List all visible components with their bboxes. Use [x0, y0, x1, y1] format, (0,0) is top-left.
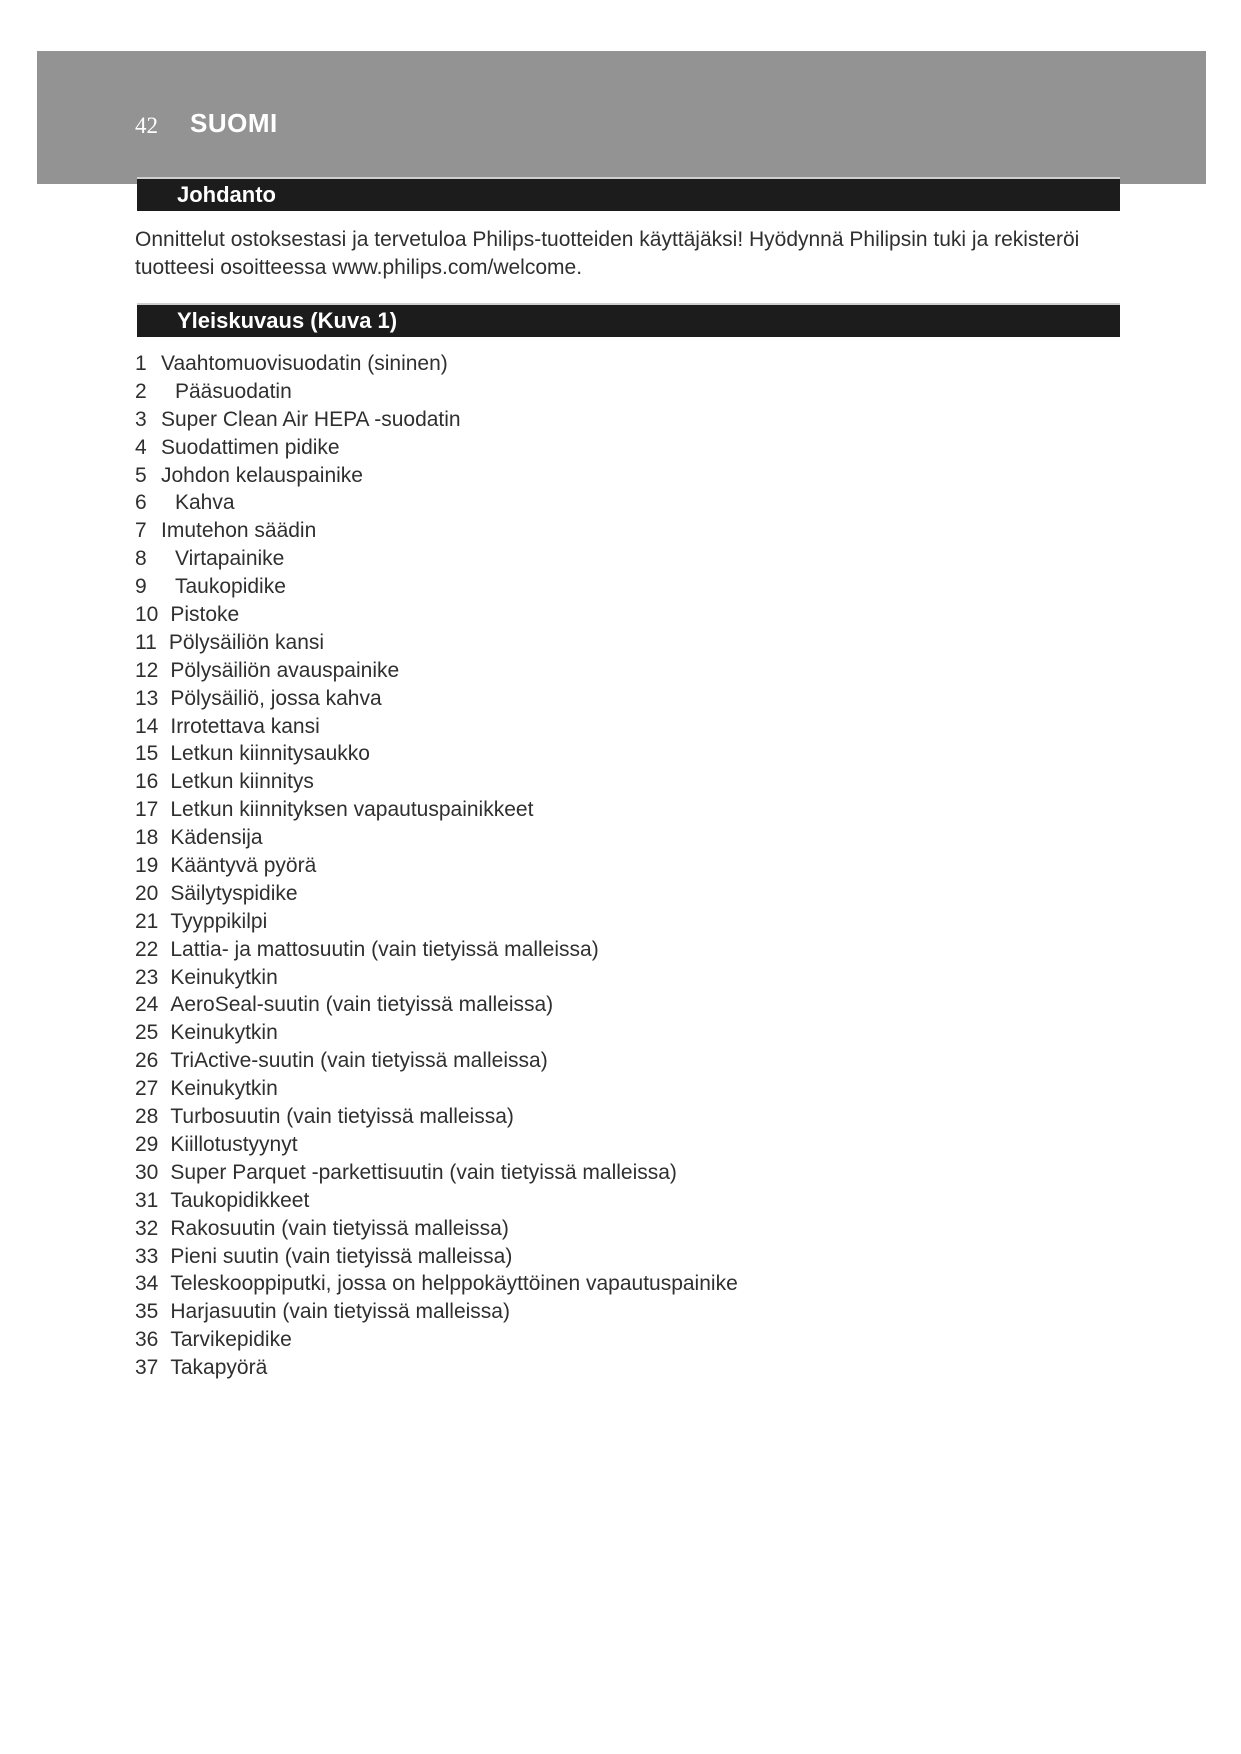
list-item — [135, 601, 738, 629]
part-label: Lattia- ja mattosuutin (vain tietyissä malleissa) — [170, 937, 599, 961]
list-item — [135, 824, 738, 852]
intro-paragraph: Onnittelut ostoksestasi ja tervetuloa Philips-tuotteiden käyttäjäksi! Hyödynnä Philipsin tuki ja rekisteröi tuotteesi osoitteessa www.philips.com/welcome. — [135, 228, 1080, 279]
list-item — [135, 880, 738, 908]
parts-list — [135, 350, 738, 1382]
list-item — [135, 545, 738, 573]
list-item — [135, 1354, 738, 1382]
part-label: Keinukytkin — [170, 1021, 278, 1045]
part-number: 22 — [135, 937, 159, 961]
part-number: 6 — [135, 491, 147, 515]
part-label: Pölysäiliö, jossa kahva — [170, 686, 382, 710]
part-number: 11 — [135, 630, 157, 654]
part-label: Pieni suutin (vain tietyissä malleissa) — [170, 1244, 513, 1268]
part-number: 24 — [135, 993, 159, 1017]
list-item — [135, 1103, 738, 1131]
part-label: Säilytyspidike — [170, 881, 298, 905]
part-label: Pääsuodatin — [175, 379, 292, 403]
list-item — [135, 1019, 738, 1047]
part-label: Turbosuutin (vain tietyissä malleissa) — [170, 1105, 514, 1129]
list-item — [135, 685, 738, 713]
part-number: 16 — [135, 770, 159, 794]
part-label: Virtapainike — [175, 547, 285, 571]
part-number: 7 — [135, 519, 147, 543]
part-number: 21 — [135, 909, 159, 933]
part-number: 9 — [135, 575, 147, 599]
list-item — [135, 378, 738, 406]
part-label: Letkun kiinnitysaukko — [170, 742, 370, 766]
part-number: 32 — [135, 1216, 159, 1240]
part-number: 17 — [135, 798, 159, 822]
part-label: Taukopidikkeet — [170, 1188, 310, 1212]
part-label: Imutehon säädin — [161, 519, 317, 543]
part-number: 31 — [135, 1188, 159, 1212]
list-item — [135, 462, 738, 490]
list-item — [135, 991, 738, 1019]
part-number: 30 — [135, 1160, 159, 1184]
part-number: 1 — [135, 352, 147, 375]
part-label: Johdon kelauspainike — [161, 463, 363, 487]
part-number: 36 — [135, 1328, 159, 1352]
part-number: 12 — [135, 658, 159, 682]
part-label: Kääntyvä pyörä — [170, 854, 317, 878]
part-label: Rakosuutin (vain tietyissä malleissa) — [170, 1216, 509, 1240]
list-item — [135, 350, 738, 378]
part-label: Keinukytkin — [170, 965, 278, 989]
list-item — [135, 713, 738, 741]
list-item — [135, 1215, 738, 1243]
list-item — [135, 1075, 738, 1103]
part-number: 2 — [135, 379, 147, 403]
section-title-overview: Yleiskuvaus (Kuva 1) — [177, 308, 398, 333]
part-number: 29 — [135, 1132, 159, 1156]
list-item — [135, 908, 738, 936]
part-number: 18 — [135, 826, 159, 850]
part-number: 5 — [135, 463, 147, 487]
list-item — [135, 629, 738, 657]
part-number: 15 — [135, 742, 159, 766]
part-label: Harjasuutin (vain tietyissä malleissa) — [170, 1300, 510, 1324]
part-label: Takapyörä — [170, 1356, 268, 1380]
part-number: 8 — [135, 547, 147, 571]
list-item — [135, 964, 738, 992]
list-item — [135, 1047, 738, 1075]
list-item — [135, 434, 738, 462]
part-number: 23 — [135, 965, 159, 989]
section-title-intro: Johdanto — [177, 182, 276, 207]
part-number: 20 — [135, 881, 159, 905]
part-label: Pölysäiliön avauspainike — [170, 658, 400, 682]
part-number: 14 — [135, 714, 159, 738]
part-label: Kiillotustyynyt — [170, 1132, 298, 1156]
part-number: 34 — [135, 1272, 159, 1296]
list-item — [135, 796, 738, 824]
section-bar-intro — [137, 177, 1120, 211]
part-label: Kädensija — [170, 826, 263, 850]
part-number: 37 — [135, 1356, 159, 1380]
part-label: Pistoke — [170, 603, 240, 627]
part-label: AeroSeal-suutin (vain tietyissä malleissa) — [170, 993, 554, 1017]
part-number: 10 — [135, 603, 159, 627]
part-number: 26 — [135, 1049, 159, 1073]
part-label: Teleskooppiputki, jossa on helppokäyttöinen vapautuspainike — [170, 1272, 738, 1296]
list-item — [135, 657, 738, 685]
page-number: 42 — [135, 113, 158, 138]
list-item — [135, 936, 738, 964]
part-label: Kahva — [175, 491, 235, 515]
list-item — [135, 1131, 738, 1159]
list-item — [135, 852, 738, 880]
part-label: Keinukytkin — [170, 1077, 278, 1101]
part-label: Taukopidike — [175, 575, 286, 599]
list-item — [135, 1159, 738, 1187]
part-number: 3 — [135, 407, 147, 431]
part-number: 4 — [135, 435, 147, 459]
list-item — [135, 768, 738, 796]
part-label: Letkun kiinnitys — [170, 770, 314, 794]
part-label: Tyyppikilpi — [170, 909, 268, 933]
part-number: 19 — [135, 854, 159, 878]
part-number: 35 — [135, 1300, 159, 1324]
part-label: Tarvikepidike — [170, 1328, 292, 1352]
part-number: 13 — [135, 686, 159, 710]
part-number: 27 — [135, 1077, 159, 1101]
list-item — [135, 1326, 738, 1354]
list-item — [135, 573, 738, 601]
list-item — [135, 1187, 738, 1215]
part-label: Vaahtomuovisuodatin (sininen) — [161, 352, 448, 375]
part-label: Irrotettava kansi — [170, 714, 320, 738]
part-label: Pölysäiliön kansi — [168, 630, 325, 654]
language-heading: SUOMI — [190, 108, 278, 138]
list-item — [135, 489, 738, 517]
part-number: 33 — [135, 1244, 159, 1268]
list-item — [135, 1243, 738, 1271]
part-label: Super Clean Air HEPA -suodatin — [161, 407, 461, 431]
list-item — [135, 406, 738, 434]
list-item — [135, 1270, 738, 1298]
part-number: 25 — [135, 1021, 159, 1045]
list-item — [135, 1298, 738, 1326]
section-bar-overview — [137, 303, 1120, 337]
list-item — [135, 517, 738, 545]
part-label: TriActive-suutin (vain tietyissä malleissa) — [170, 1049, 548, 1073]
list-item — [135, 740, 738, 768]
part-label: Suodattimen pidike — [161, 435, 340, 459]
part-number: 28 — [135, 1105, 159, 1129]
part-label: Super Parquet -parkettisuutin (vain tietyissä malleissa) — [170, 1160, 677, 1184]
part-label: Letkun kiinnityksen vapautuspainikkeet — [170, 798, 534, 822]
